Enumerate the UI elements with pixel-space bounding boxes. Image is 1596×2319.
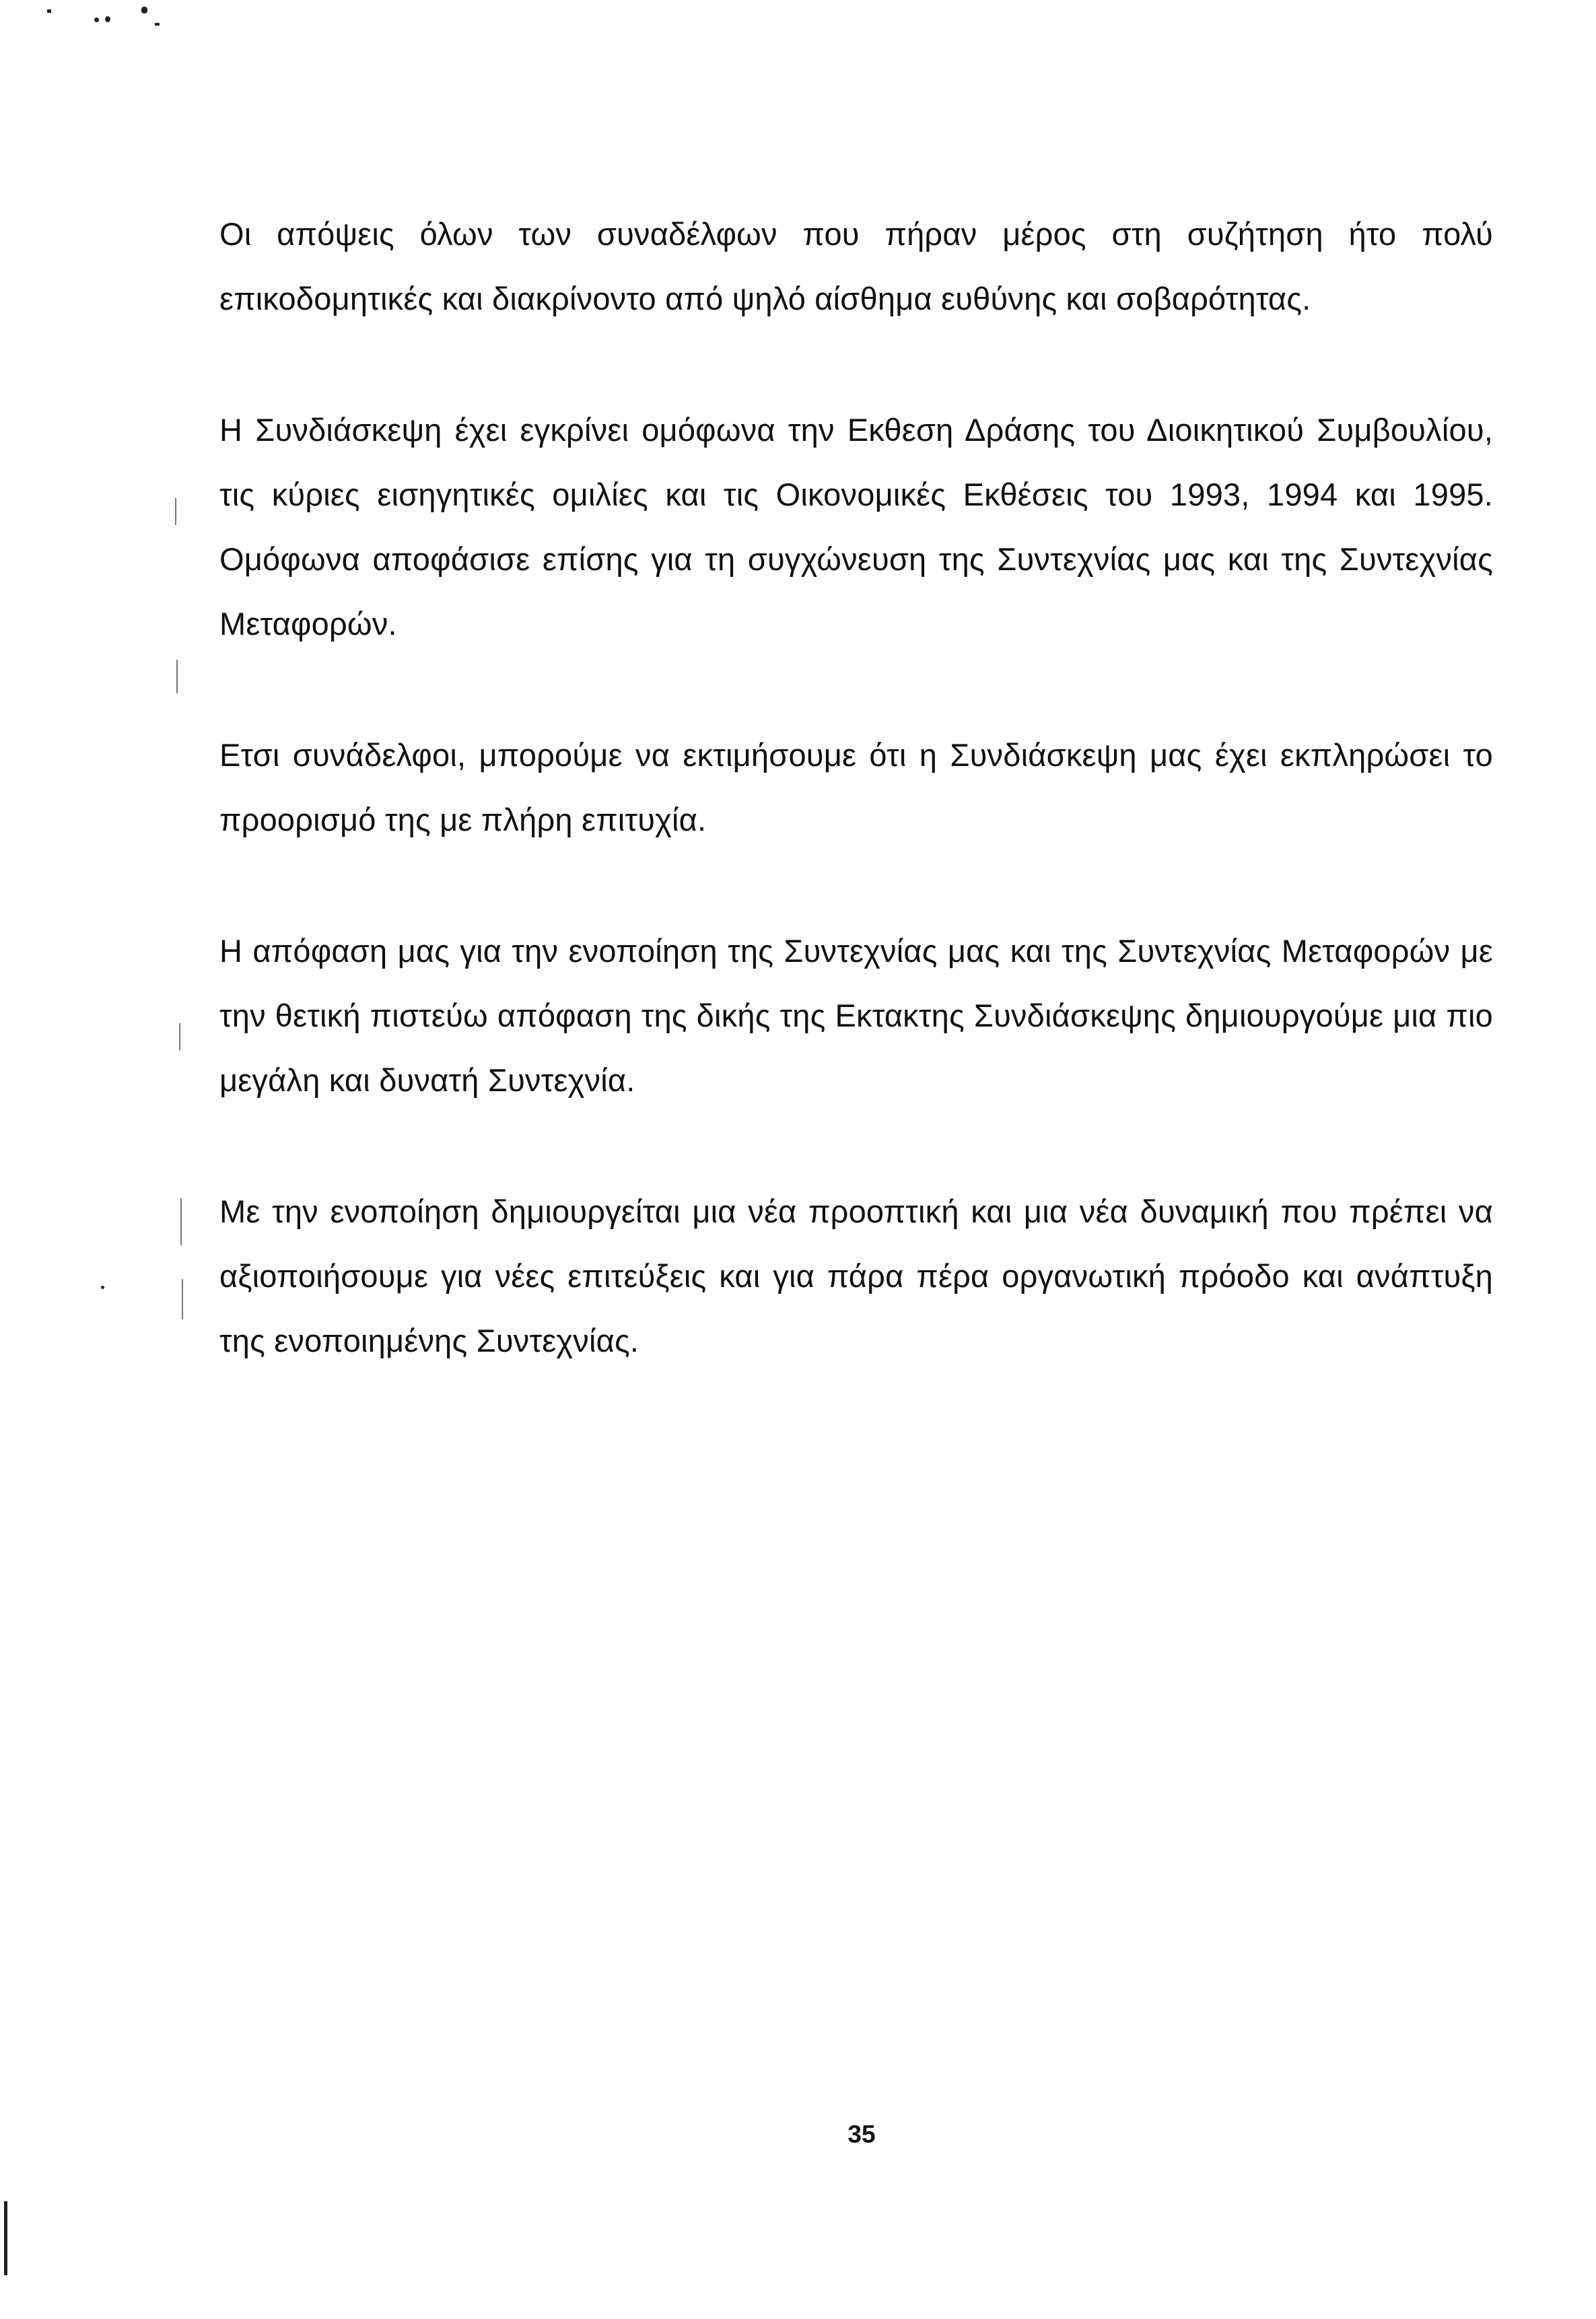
paragraph: Ετσι συνάδελφοι, μπορούμε να εκτιμήσουμε ότι η Συνδιάσκεψη μας έχει εκπληρώσει το προορισμό της με πλήρη επιτυχία. [219,737,1493,837]
scan-speck [105,16,110,22]
paragraph: Με την ενοποίηση δημιουργείται μια νέα προοπτική και μια νέα δυναμική που πρέπει να αξιοποιήσουμε για νέες επιτεύξεις και για πάρα πέρα οργανωτική πρόοδο και ανάπτυξη της ενοποιημένης Συντεχνίας. [219,1193,1493,1358]
paragraph: Η απόφαση μας για την ενοποίηση της Συντεχνίας μας και της Συντεχνίας Μεταφορών με την θετική πιστεύω απόφαση της δικής της Εκτακτης Συνδιάσκεψης δημιουργούμε μια πιο μεγάλη και δυνατή Συντεχνία. [219,933,1493,1098]
paragraph: Οι απόψεις όλων των συναδέλφων που πήραν μέρος στη συζήτηση ήτο πολύ επικοδομητικές και διακρίνοντο από ψηλό αίσθημα ευθύνης και σοβαρότητας. [219,216,1493,316]
page-number: 35 [847,2120,876,2148]
scan-mark [182,1279,183,1319]
scan-speck [47,9,51,13]
scan-speck [101,1286,104,1289]
scan-mark [176,660,178,693]
scan-speck [4,2201,7,2275]
scan-speck [155,23,160,26]
scan-mark [180,1198,182,1245]
scan-speck [94,18,99,22]
scan-mark [179,1023,180,1050]
body-text [219,202,1493,1440]
scan-speck [141,7,147,13]
scan-mark [175,498,176,525]
paragraph: Η Συνδιάσκεψη έχει εγκρίνει ομόφωνα την Εκθεση Δράσης του Διοικητικού Συμβουλίου, τις κύριες εισηγητικές ομιλίες και τις Οικονομικές Εκθέσεις του 1993, 1994 και 1995. Ομόφωνα αποφάσισε επίσης για τη συγχώνευση της Συντεχνίας μας και της Συντεχνίας Μεταφορών. [219,412,1493,642]
